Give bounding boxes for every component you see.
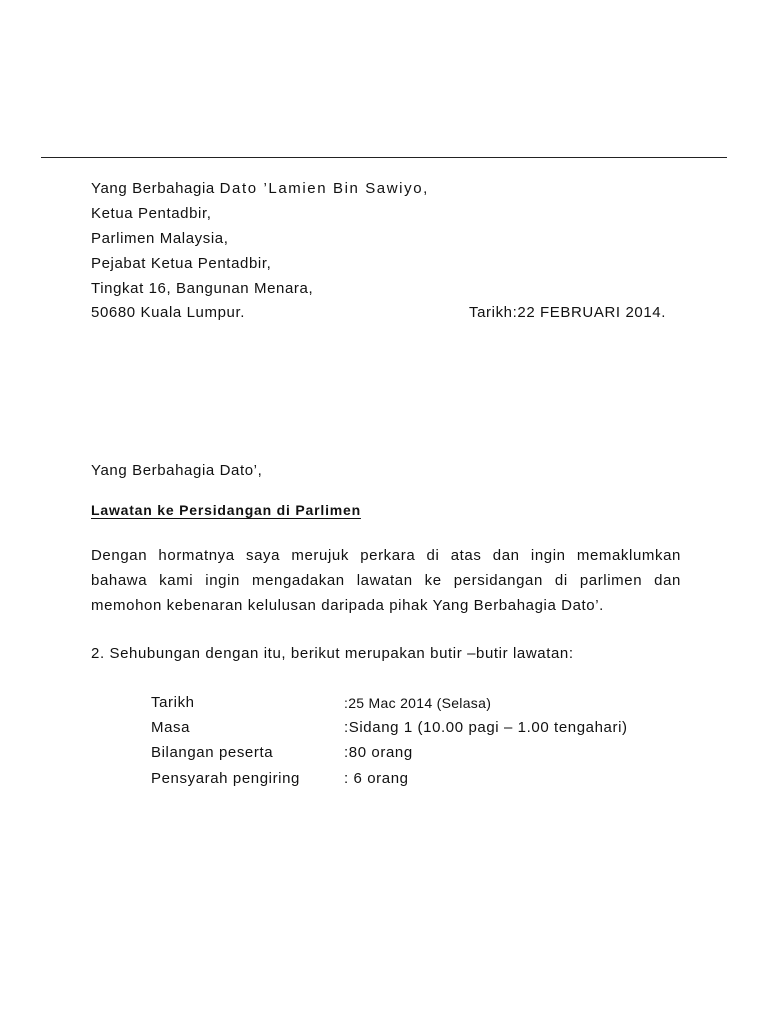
- letter-subject: Lawatan ke Persidangan di Parlimen: [91, 502, 361, 518]
- detail-value-pensyarah-pengiring: : 6 orang: [344, 770, 409, 787]
- recipient-title: Ketua Pentadbir,: [91, 205, 212, 222]
- body-paragraph: [91, 543, 681, 618]
- recipient-prefix: Yang Berbahagia: [91, 180, 215, 197]
- body-line-2: bahawa kami ingin mengadakan lawatan ke persidangan di parlimen dan: [91, 572, 681, 589]
- body-line-3: memohon kebenaran kelulusan daripada pihak Yang Berbahagia Dato’.: [91, 597, 604, 614]
- recipient-name-line: [91, 180, 429, 198]
- letter-date: Tarikh:22 FEBRUARI 2014.: [469, 304, 666, 321]
- detail-value-masa: :Sidang 1 (10.00 pagi – 1.00 tengahari): [344, 719, 628, 736]
- recipient-building: Tingkat 16, Bangunan Menara,: [91, 280, 314, 297]
- recipient-city: 50680 Kuala Lumpur.: [91, 304, 246, 321]
- greeting: Yang Berbahagia Dato’,: [91, 462, 263, 479]
- detail-label-tarikh: Tarikh: [151, 694, 195, 711]
- detail-label-bilangan-peserta: Bilangan peserta: [151, 744, 274, 761]
- detail-value-tarikh: :25 Mac 2014 (Selasa): [344, 695, 492, 711]
- recipient-organisation: Parlimen Malaysia,: [91, 230, 229, 247]
- recipient-name: Dato ’Lamien Bin Sawiyo,: [219, 180, 429, 197]
- header-rule: [41, 157, 727, 158]
- detail-value-bilangan-peserta: :80 orang: [344, 744, 413, 761]
- body-line-1: Dengan hormatnya saya merujuk perkara di atas dan ingin memaklumkan: [91, 547, 681, 564]
- detail-label-masa: Masa: [151, 719, 191, 736]
- detail-label-pensyarah-pengiring: Pensyarah pengiring: [151, 770, 300, 787]
- recipient-office: Pejabat Ketua Pentadbir,: [91, 255, 272, 272]
- paragraph-2: 2. Sehubungan dengan itu, berikut merupakan butir –butir lawatan:: [91, 645, 574, 662]
